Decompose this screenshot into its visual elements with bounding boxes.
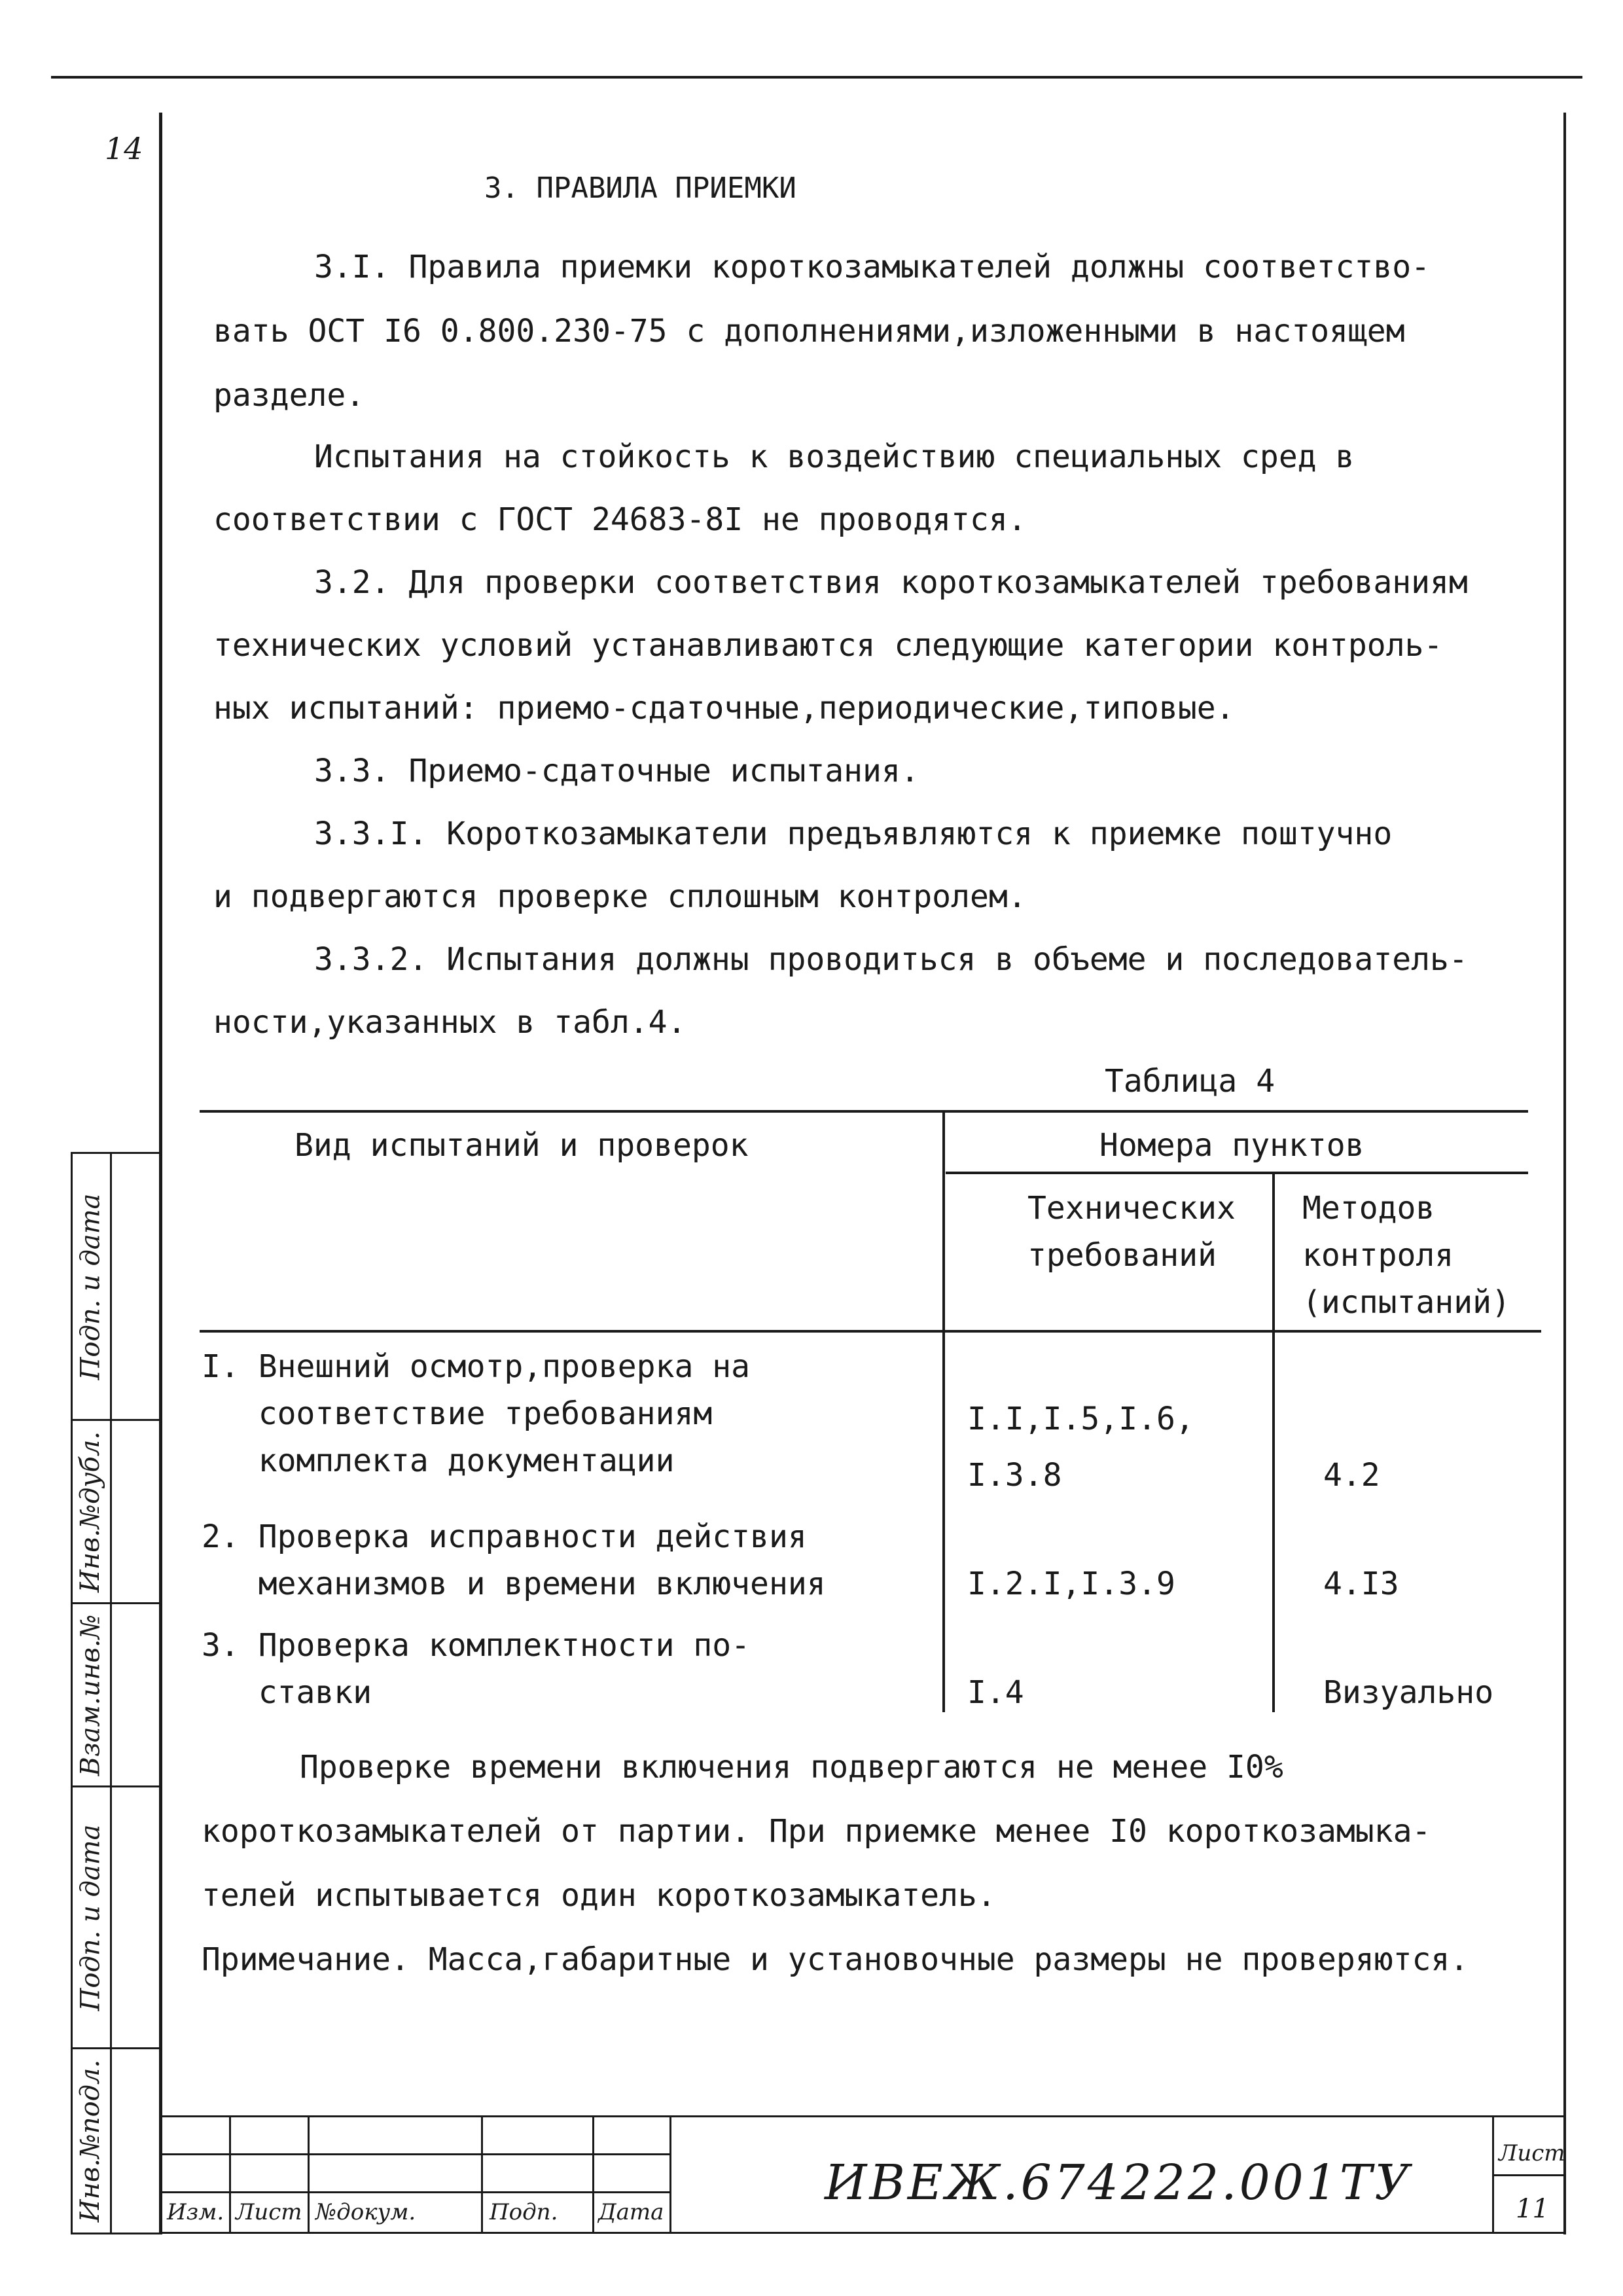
row-2-name-line-1: 2. Проверка исправности действия <box>202 1518 807 1555</box>
row-1-tech-line-1: I.I,I.5,I.6, <box>967 1401 1194 1437</box>
after-para-line-1: Проверке времени включения подвергаются не менее I0% <box>300 1749 1283 1785</box>
tb-col-3 <box>481 2115 483 2233</box>
tb-sheet-divider <box>1492 2174 1566 2176</box>
tb-col-2 <box>308 2115 310 2233</box>
section-title: 3. ПРАВИЛА ПРИЕМКИ <box>484 171 796 205</box>
para-3-3: 3.3. Приемо-сдаточные испытания. <box>314 753 919 789</box>
para-3-3-1-line-1: 3.3.I. Короткозамыкатели предъявляются к приемке поштучно <box>314 816 1393 852</box>
tb-col-1 <box>229 2115 231 2233</box>
row-1-name-line-1: I. Внешний осмотр,проверка на <box>202 1348 751 1385</box>
para-3-2-line-2: технических условий устанавливаются следующие категории контроль- <box>213 627 1443 664</box>
table-header-bottom-rule <box>200 1330 1541 1333</box>
para-3-3-2-line-2: ности,указанных в табл.4. <box>213 1004 687 1041</box>
row-1-method: 4.2 <box>1323 1457 1380 1494</box>
table-caption: Таблица 4 <box>1105 1063 1275 1100</box>
para-3-2-line-3: ных испытаний: приемо-сдаточные,периодические,типовые. <box>213 690 1235 726</box>
tb-label-change: Изм. <box>167 2199 224 2225</box>
stamp-cell-sign-date-top <box>71 1152 160 1419</box>
row-1-name-line-2: соответствие требованиям <box>202 1395 713 1432</box>
tb-col-5 <box>669 2115 671 2233</box>
stamp-label-replace-inv: Взам.инв.№ <box>75 1614 105 1776</box>
row-3-name-line-2: ставки <box>202 1674 372 1711</box>
tb-col-4 <box>592 2115 594 2233</box>
row-2-method: 4.I3 <box>1323 1566 1399 1602</box>
table-col-divider-1 <box>942 1110 945 1712</box>
row-1-name-line-3: комплекта документации <box>202 1443 675 1479</box>
stamp-cell-orig-inv <box>71 2047 160 2234</box>
handwritten-page-number: 14 <box>105 131 143 166</box>
para-tests-line-1: Испытания на стойкость к воздействию специальных сред в <box>314 439 1355 475</box>
header-tech-line-1: Технических <box>1027 1190 1236 1227</box>
stamp-cell-replace-inv <box>71 1602 160 1785</box>
row-3-method: Визуально <box>1323 1674 1494 1711</box>
tb-label-sheet: Лист <box>236 2199 302 2225</box>
after-para-line-2: короткозамыкателей от партии. При приемке менее I0 короткозамыка- <box>202 1813 1431 1850</box>
stamp-label-sign-date-top: Подп. и дата <box>75 1193 105 1380</box>
header-test-type: Вид испытаний и проверок <box>294 1127 749 1164</box>
stamp-label-dup-inv: Инв.№дубл. <box>75 1431 106 1592</box>
table-top-rule <box>200 1110 1528 1113</box>
table-col-divider-2 <box>1272 1173 1275 1712</box>
para-3-1-line-2: вать ОСТ I6 0.800.230-75 с дополнениями,изложенными в настоящем <box>213 313 1405 350</box>
document-number: ИВЕЖ.674222.001ТУ <box>825 2155 1412 2211</box>
after-para-line-3: телей испытывается один короткозамыкатель. <box>202 1877 996 1914</box>
header-methods-line-2: контроля <box>1302 1237 1454 1274</box>
para-3-2-line-1: 3.2. Для проверки соответствия короткозамыкателей требованиям <box>314 564 1468 601</box>
tb-top-rule <box>159 2115 1566 2117</box>
para-3-1-line-1: 3.I. Правила приемки короткозамыкателей должны соответство- <box>314 249 1431 285</box>
top-rule <box>51 76 1582 79</box>
stamp-cell-sign-date-bottom <box>71 1785 160 2047</box>
row-3-name-line-1: 3. Проверка комплектности по- <box>202 1627 751 1664</box>
row-2-tech: I.2.I,I.3.9 <box>967 1566 1175 1602</box>
stamp-label-orig-inv: Инв.№подл. <box>75 2059 105 2223</box>
header-methods-line-1: Методов <box>1302 1190 1435 1227</box>
stamp-cell-dup-inv <box>71 1419 160 1602</box>
header-tech-line-2: требований <box>1027 1237 1217 1274</box>
header-methods-line-3: (испытаний) <box>1302 1284 1510 1321</box>
note: Примечание. Масса,габаритные и установочные размеры не проверяются. <box>202 1941 1469 1978</box>
para-tests-line-2: соответствии с ГОСТ 24683-8I не проводятся. <box>213 501 1027 538</box>
para-3-3-2-line-1: 3.3.2. Испытания должны проводиться в объеме и последователь- <box>314 941 1468 978</box>
tb-sheet-number: 11 <box>1516 2194 1549 2224</box>
tb-label-doc-no: №докум. <box>315 2199 416 2225</box>
row-3-tech: I.4 <box>967 1674 1024 1711</box>
table-header-divider <box>946 1172 1528 1174</box>
para-3-1-line-3: разделе. <box>213 377 365 414</box>
row-1-tech-line-2: I.3.8 <box>967 1457 1062 1494</box>
tb-label-signature: Подп. <box>490 2199 558 2225</box>
row-2-name-line-2: механизмов и времени включения <box>202 1566 826 1602</box>
header-item-numbers: Номера пунктов <box>1099 1127 1364 1164</box>
tb-bottom-rule <box>159 2232 1566 2234</box>
stamp-label-sign-date-bottom: Подп. и дата <box>75 1824 105 2011</box>
tb-label-date: Дата <box>598 2199 664 2225</box>
stamp-left-edge <box>71 1152 73 2234</box>
para-3-3-1-line-2: и подвергаются проверке сплошным контролем. <box>213 878 1027 915</box>
tb-sheet-label: Лист <box>1499 2140 1565 2166</box>
